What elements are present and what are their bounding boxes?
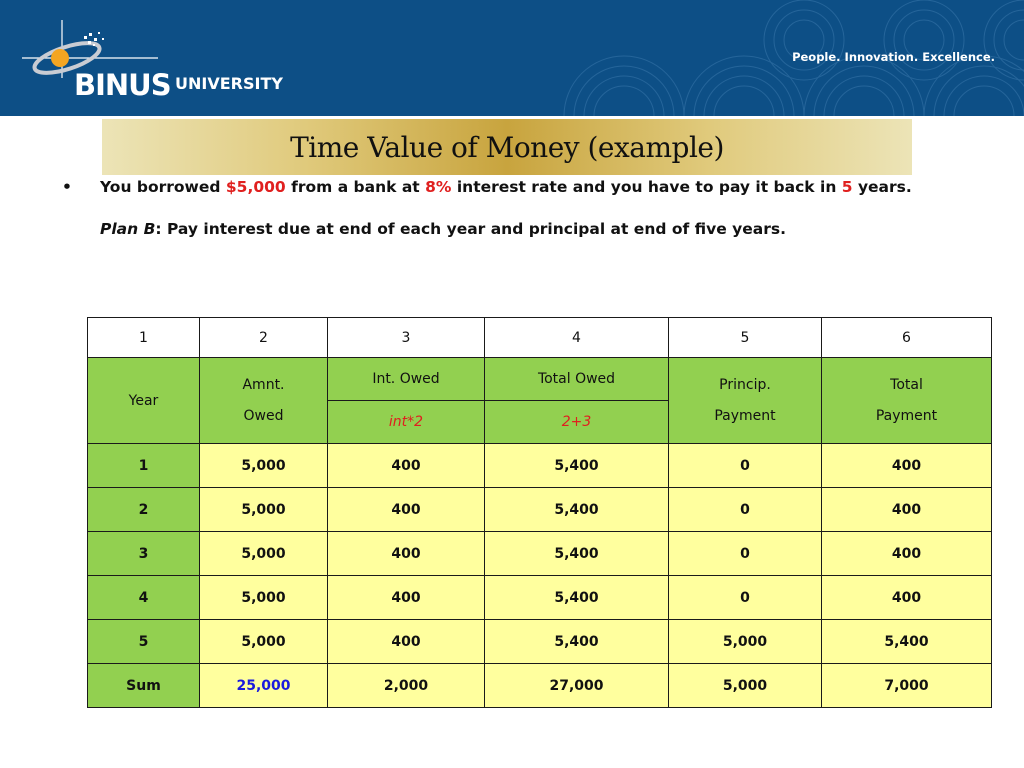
int-formula: int*2: [328, 401, 485, 444]
header-total-owed: Total Owed: [485, 358, 669, 401]
logo-binus-text: BINUS: [74, 68, 171, 102]
cell-sum-total-payment: 7,000: [822, 664, 992, 708]
cell-total-payment: 400: [822, 532, 992, 576]
row-year: 1: [88, 444, 200, 488]
amortization-table: [87, 317, 992, 708]
cell-total-owed: 5,400: [485, 620, 669, 664]
column-number: 6: [822, 318, 992, 358]
bullet-dot: •: [62, 178, 72, 196]
cell-total-payment: 400: [822, 488, 992, 532]
loan-amount: $5,000: [225, 178, 286, 196]
header-int-owed: Int. Owed: [328, 358, 485, 401]
cell-amount-owed: 5,000: [200, 576, 328, 620]
header-year: [88, 358, 200, 444]
logo-university-text: UNIVERSITY: [175, 74, 283, 93]
header-row-top: [88, 358, 992, 401]
column-number: 5: [669, 318, 822, 358]
binus-logo: [22, 20, 302, 106]
cell-int-owed: 400: [328, 576, 485, 620]
table-row: [88, 620, 992, 664]
cell-sum-amount-owed: 25,000: [200, 664, 328, 708]
cell-principal: 0: [669, 488, 822, 532]
header-princip-line1: Princip.: [719, 376, 771, 393]
column-number: 3: [328, 318, 485, 358]
cell-int-owed: 400: [328, 620, 485, 664]
table-row: [88, 444, 992, 488]
row-year: 4: [88, 576, 200, 620]
row-year: 5: [88, 620, 200, 664]
cell-total-owed: 5,400: [485, 488, 669, 532]
cell-principal: 0: [669, 444, 822, 488]
tagline: People. Innovation. Excellence.: [792, 50, 995, 64]
total-formula: 2+3: [485, 401, 669, 444]
bullet-part2: from a bank at: [285, 178, 426, 196]
bullet-part1: You borrowed: [100, 178, 226, 196]
interest-rate: 8%: [425, 178, 452, 196]
cell-int-owed: 400: [328, 444, 485, 488]
header-total-payment: [822, 358, 992, 444]
cell-principal: 0: [669, 532, 822, 576]
cell-total-payment: 5,400: [822, 620, 992, 664]
header-amount-line1: Amnt.: [242, 376, 285, 393]
bullet-text: [100, 178, 912, 196]
cell-principal: 5,000: [669, 620, 822, 664]
header-principal-payment: [669, 358, 822, 444]
bullet-part4: years.: [852, 178, 912, 196]
column-number: 2: [200, 318, 328, 358]
table-row: [88, 576, 992, 620]
cell-total-payment: 400: [822, 444, 992, 488]
loan-years: 5: [841, 178, 853, 196]
row-sum-label: Sum: [88, 664, 200, 708]
column-number: 1: [88, 318, 200, 358]
header-princip-line2: Payment: [714, 407, 776, 424]
header-year-label: Year: [128, 392, 159, 409]
cell-amount-owed: 5,000: [200, 620, 328, 664]
plan-paragraph: [100, 220, 786, 238]
plan-text: : Pay interest due at end of each year and principal at end of five years.: [155, 220, 786, 238]
cell-principal: 0: [669, 576, 822, 620]
header-band: [0, 0, 1024, 116]
bullet-part3: interest rate and you have to pay it back in: [451, 178, 842, 196]
column-number-row: [88, 318, 992, 358]
cell-total-owed: 5,400: [485, 576, 669, 620]
header-total-pay-line2: Payment: [875, 407, 938, 424]
column-number: 4: [485, 318, 669, 358]
cell-sum-int-owed: 2,000: [328, 664, 485, 708]
plan-label: Plan B: [100, 220, 156, 238]
cell-int-owed: 400: [328, 532, 485, 576]
cell-int-owed: 400: [328, 488, 485, 532]
cell-total-owed: 5,400: [485, 532, 669, 576]
table-sum-row: [88, 664, 992, 708]
cell-sum-total-owed: 27,000: [485, 664, 669, 708]
row-year: 3: [88, 532, 200, 576]
header-amount-line2: Owed: [243, 407, 284, 424]
title-bar: [102, 119, 912, 175]
cell-sum-principal: 5,000: [669, 664, 822, 708]
cell-amount-owed: 5,000: [200, 488, 328, 532]
table-row: [88, 488, 992, 532]
header-amount-owed: [200, 358, 328, 444]
slide-title: Time Value of Money (example): [290, 130, 724, 164]
row-year: 2: [88, 488, 200, 532]
cell-total-owed: 5,400: [485, 444, 669, 488]
cell-amount-owed: 5,000: [200, 532, 328, 576]
table-row: [88, 532, 992, 576]
header-total-pay-line1: Total: [890, 376, 923, 393]
cell-total-payment: 400: [822, 576, 992, 620]
cell-amount-owed: 5,000: [200, 444, 328, 488]
